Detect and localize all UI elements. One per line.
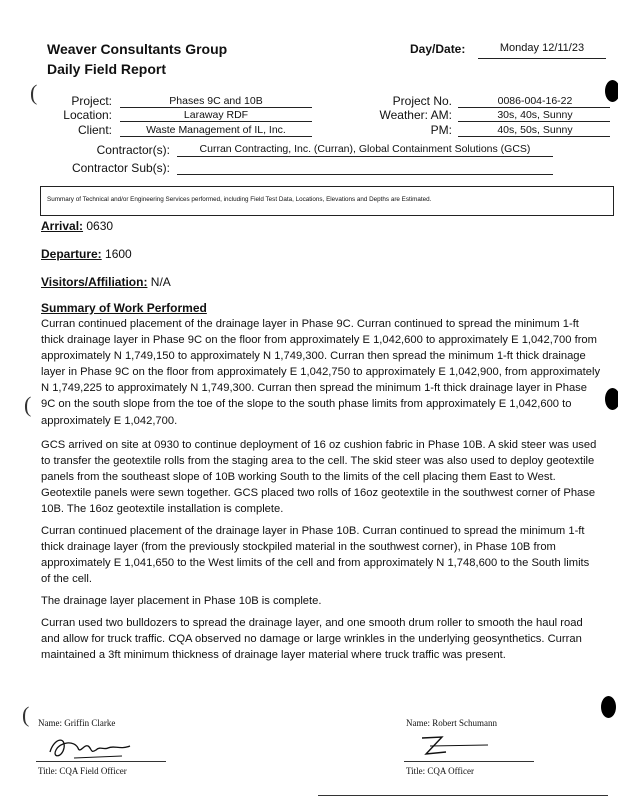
weather-am-value: 30s, 40s, Sunny: [497, 109, 573, 121]
departure-value: 1600: [101, 247, 132, 261]
contractors-underline: [177, 156, 553, 157]
contractors-label: Contractor(s):: [96, 143, 170, 157]
summary-paragraph-2: GCS arrived on site at 0930 to continue deployment of 16 oz cushion fabric in Phase 10B. A skid steer was used to transfer the geotextile rolls from the staging area to the cell. The skid steer was also used to deploy geotextile panels from the southeast slope of 10B working South to the limits of the cell placing them East to West. Geotextile panels were sewn together. GCS placed two rolls of 16oz geotextile in the southwest corner of Phase 10B. The 16oz geotextile installation is complete.: [41, 439, 597, 516]
firm-name: Weaver Consultants Group: [47, 41, 228, 57]
contractor-subs-underline: [177, 174, 553, 175]
right-signer-name: Name: Robert Schumann: [406, 718, 497, 728]
right-signature-scribble: [416, 730, 496, 762]
summary-paragraph-1: Curran continued placement of the drainage layer in Phase 9C. Curran continued to spread the minimum 1-ft thick drainage layer in Phase 9C on the floor from approximately E 1,042,600 to approximately E 1,042,700 from approximately N 1,749,150 to approximately N 1,749,300. Curran then spread the minimum 1-ft thick drainage layer in Phase 9C on the floor from approximately E 1,042,750 to approximately E 1,042,900, from approximately N 1,749,225 to approximately N 1,749,300. Curran then spread the minimum 1-ft thick drainage layer in Phase 9C on the south slope from the toe of the slope to the south phase limits from approximately E 1,042,600 to approximately E 1,042,700.: [41, 318, 601, 427]
client-value: Waste Management of IL, Inc.: [146, 124, 286, 136]
day-date-value: Monday 12/11/23: [499, 42, 585, 54]
disclaimer-text: Summary of Technical and/or Engineering Services performed, including Field Test Data, Locations, Elevations and Depths are Estimated.: [47, 196, 432, 203]
punch-hole-middle: [605, 388, 618, 410]
location-value: Laraway RDF: [183, 109, 249, 121]
arrival-value: 0630: [83, 219, 114, 233]
summary-paragraph-4: The drainage layer placement in Phase 10B is complete.: [41, 595, 322, 607]
margin-bracket-bottom: (: [22, 702, 30, 727]
project-no-label: Project No.: [392, 94, 452, 108]
summary-paragraph-3: Curran continued placement of the drainage layer in Phase 10B. Curran continued to spread the minimum 1-ft thick drainage layer (from the previously stockpiled material in the southwest corner), in Phase 10B from approximately E 1,041,650 to the West limits of the cell and from approximately N 1,748,600 to the South limits of the cell.: [41, 525, 590, 586]
weather-pm-label: PM:: [430, 123, 452, 137]
day-date-underline: [478, 58, 606, 59]
project-no-value: 0086-004-16-22: [497, 95, 573, 107]
left-signature-scribble: [44, 730, 136, 764]
right-signature-line: [404, 761, 534, 762]
report-title: Daily Field Report: [47, 61, 167, 77]
weather-pm-value: 40s, 50s, Sunny: [497, 124, 573, 136]
left-signature-line: [36, 761, 166, 762]
left-signer-name: Name: Griffin Clarke: [38, 718, 116, 728]
arrival-label: Arrival:: [41, 219, 84, 233]
contractors-value: Curran Contracting, Inc. (Curran), Global Containment Solutions (GCS): [199, 143, 531, 155]
footer-rule: [318, 795, 608, 796]
arrival-line: [41, 219, 113, 233]
visitors-line: [41, 275, 171, 289]
disclaimer-box: [40, 186, 614, 216]
summary-paragraph-5: Curran used two bulldozers to spread the drainage layer, and one smooth drum roller to smooth the haul road and allow for truck traffic. CQA observed no damage or large wrinkles in the underlying geosynthetics. Curran maintained a 3ft minimum thickness of drainage layer material where truck traffic was present.: [41, 617, 583, 662]
margin-bracket-middle: (: [24, 392, 32, 417]
departure-label: Departure:: [41, 247, 102, 261]
location-underline: [120, 121, 312, 122]
margin-bracket-top: (: [30, 80, 38, 105]
client-label: Client:: [77, 123, 112, 137]
visitors-value: N/A: [147, 275, 171, 289]
project-label: Project:: [71, 94, 112, 108]
weather-am-label: Weather: AM:: [379, 108, 452, 122]
right-signer-title: Title: CQA Officer: [406, 766, 475, 776]
contractor-subs-label: Contractor Sub(s):: [71, 161, 170, 175]
left-signer-title: Title: CQA Field Officer: [38, 766, 127, 776]
weather-pm-underline: [458, 136, 610, 137]
departure-line: [41, 247, 132, 261]
project-value: Phases 9C and 10B: [169, 95, 263, 107]
punch-hole-top: [605, 80, 618, 102]
summary-heading: Summary of Work Performed: [41, 301, 207, 315]
project-no-underline: [458, 107, 610, 108]
weather-am-underline: [458, 121, 610, 122]
project-underline: [120, 107, 312, 108]
client-underline: [120, 136, 312, 137]
punch-hole-bottom: [601, 696, 616, 718]
location-label: Location:: [63, 108, 112, 122]
day-date-label: Day/Date:: [410, 42, 466, 56]
visitors-label: Visitors/Affiliation:: [41, 275, 148, 289]
